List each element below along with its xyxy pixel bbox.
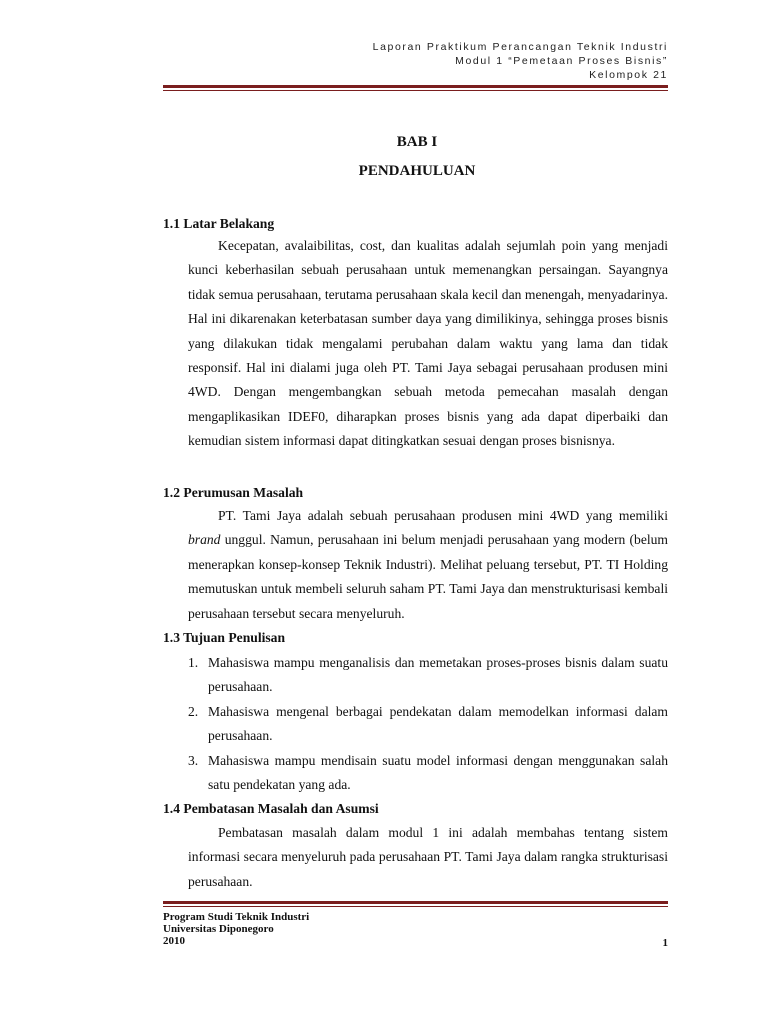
header-report-title: Laporan Praktikum Perancangan Teknik Industri	[372, 41, 668, 53]
list-text: Mahasiswa mampu menganalisis dan memetakan proses-proses bisnis dalam suatu perusahaan.	[208, 655, 668, 695]
footer-year: 2010	[163, 935, 185, 947]
italic-term: brand	[188, 532, 221, 548]
header-rule-thick	[163, 85, 668, 88]
section-paragraph-pembatasan-masalah	[188, 821, 668, 894]
chapter-title: PENDAHULUAN	[358, 163, 476, 179]
paragraph-text: Pembatasan masalah dalam modul 1 ini adalah membahas tentang sistem informasi secara menyeluruh pada perusahaan PT. Tami Jaya dalam rangka strukturisasi perusahaan.	[188, 825, 668, 889]
paragraph-text: Kecepatan, avalaibilitas, cost, dan kualitas adalah sejumlah poin yang menjadi kunci keberhasilan sebuah perusahaan untuk memenangkan persaingan. Sayangnya tidak semua perusahaan, terutama perusahaan skala kecil dan menengah, menyadarinya. Hal ini dikarenakan keterbatasan sumber daya yang dimilikinya, sehingga proses bisnis yang dilakukan tidak mengalami perubahan dalam waktu yang lama dan tidak responsif. Hal ini dialami juga oleh PT. Tami Jaya sebagai perusahaan produsen mini 4WD. Dengan mengembangkan sebuah metoda pemecahan masalah dengan mengaplikasikan IDEF0, diharapkan proses bisnis yang ada dapat diperbaiki dan kemudian sistem informasi dapat ditingkatkan sesuai dengan proses bisnisnya.	[188, 238, 668, 449]
chapter-number: BAB I	[396, 134, 438, 150]
running-footer	[163, 911, 309, 947]
section-heading-perumusan-masalah: 1.2 Perumusan Masalah	[163, 485, 304, 500]
section-heading-pembatasan-masalah: 1.4 Pembatasan Masalah dan Asumsi	[163, 801, 379, 816]
header-group: Kelompok 21	[589, 69, 668, 81]
objectives-list	[188, 651, 668, 797]
page-number: 1	[662, 937, 668, 949]
section-paragraph-latar-belakang	[188, 234, 668, 454]
list-text: Mahasiswa mampu mendisain suatu model informasi dengan menggunakan salah satu pendekatan yang ada.	[208, 752, 668, 793]
list-number: 1.	[188, 655, 199, 670]
footer-university: Universitas Diponegoro	[163, 923, 274, 935]
list-item	[188, 651, 668, 700]
footer-program: Program Studi Teknik Industri	[163, 911, 310, 923]
list-item	[188, 700, 668, 749]
paragraph-text-before: PT. Tami Jaya adalah sebuah perusahaan produsen mini 4WD yang memiliki	[218, 508, 668, 523]
footer-rule-thin	[163, 906, 668, 907]
section-paragraph-perumusan-masalah	[188, 504, 668, 626]
header-module: Modul 1 “Pemetaan Proses Bisnis”	[455, 55, 668, 67]
list-number: 3.	[188, 752, 199, 768]
section-heading-latar-belakang: 1.1 Latar Belakang	[163, 216, 275, 231]
section-heading-tujuan-penulisan: 1.3 Tujuan Penulisan	[163, 630, 286, 645]
header-rule-thin	[163, 90, 668, 91]
list-item	[188, 749, 668, 798]
list-text: Mahasiswa mengenal berbagai pendekatan dalam memodelkan informasi dalam perusahaan.	[208, 703, 668, 744]
list-number: 2.	[188, 703, 199, 719]
paragraph-text-after: unggul. Namun, perusahaan ini belum menjadi perusahaan yang modern (belum menerapkan konsep-konsep Teknik Industri). Melihat peluang tersebut, PT. TI Holding memutuskan untuk membeli seluruh saham PT. Tami Jaya dan menstrukturisasi kembali perusahaan tersebut secara menyeluruh.	[188, 532, 668, 621]
running-header	[373, 40, 668, 82]
footer-rule-thick	[163, 901, 668, 904]
